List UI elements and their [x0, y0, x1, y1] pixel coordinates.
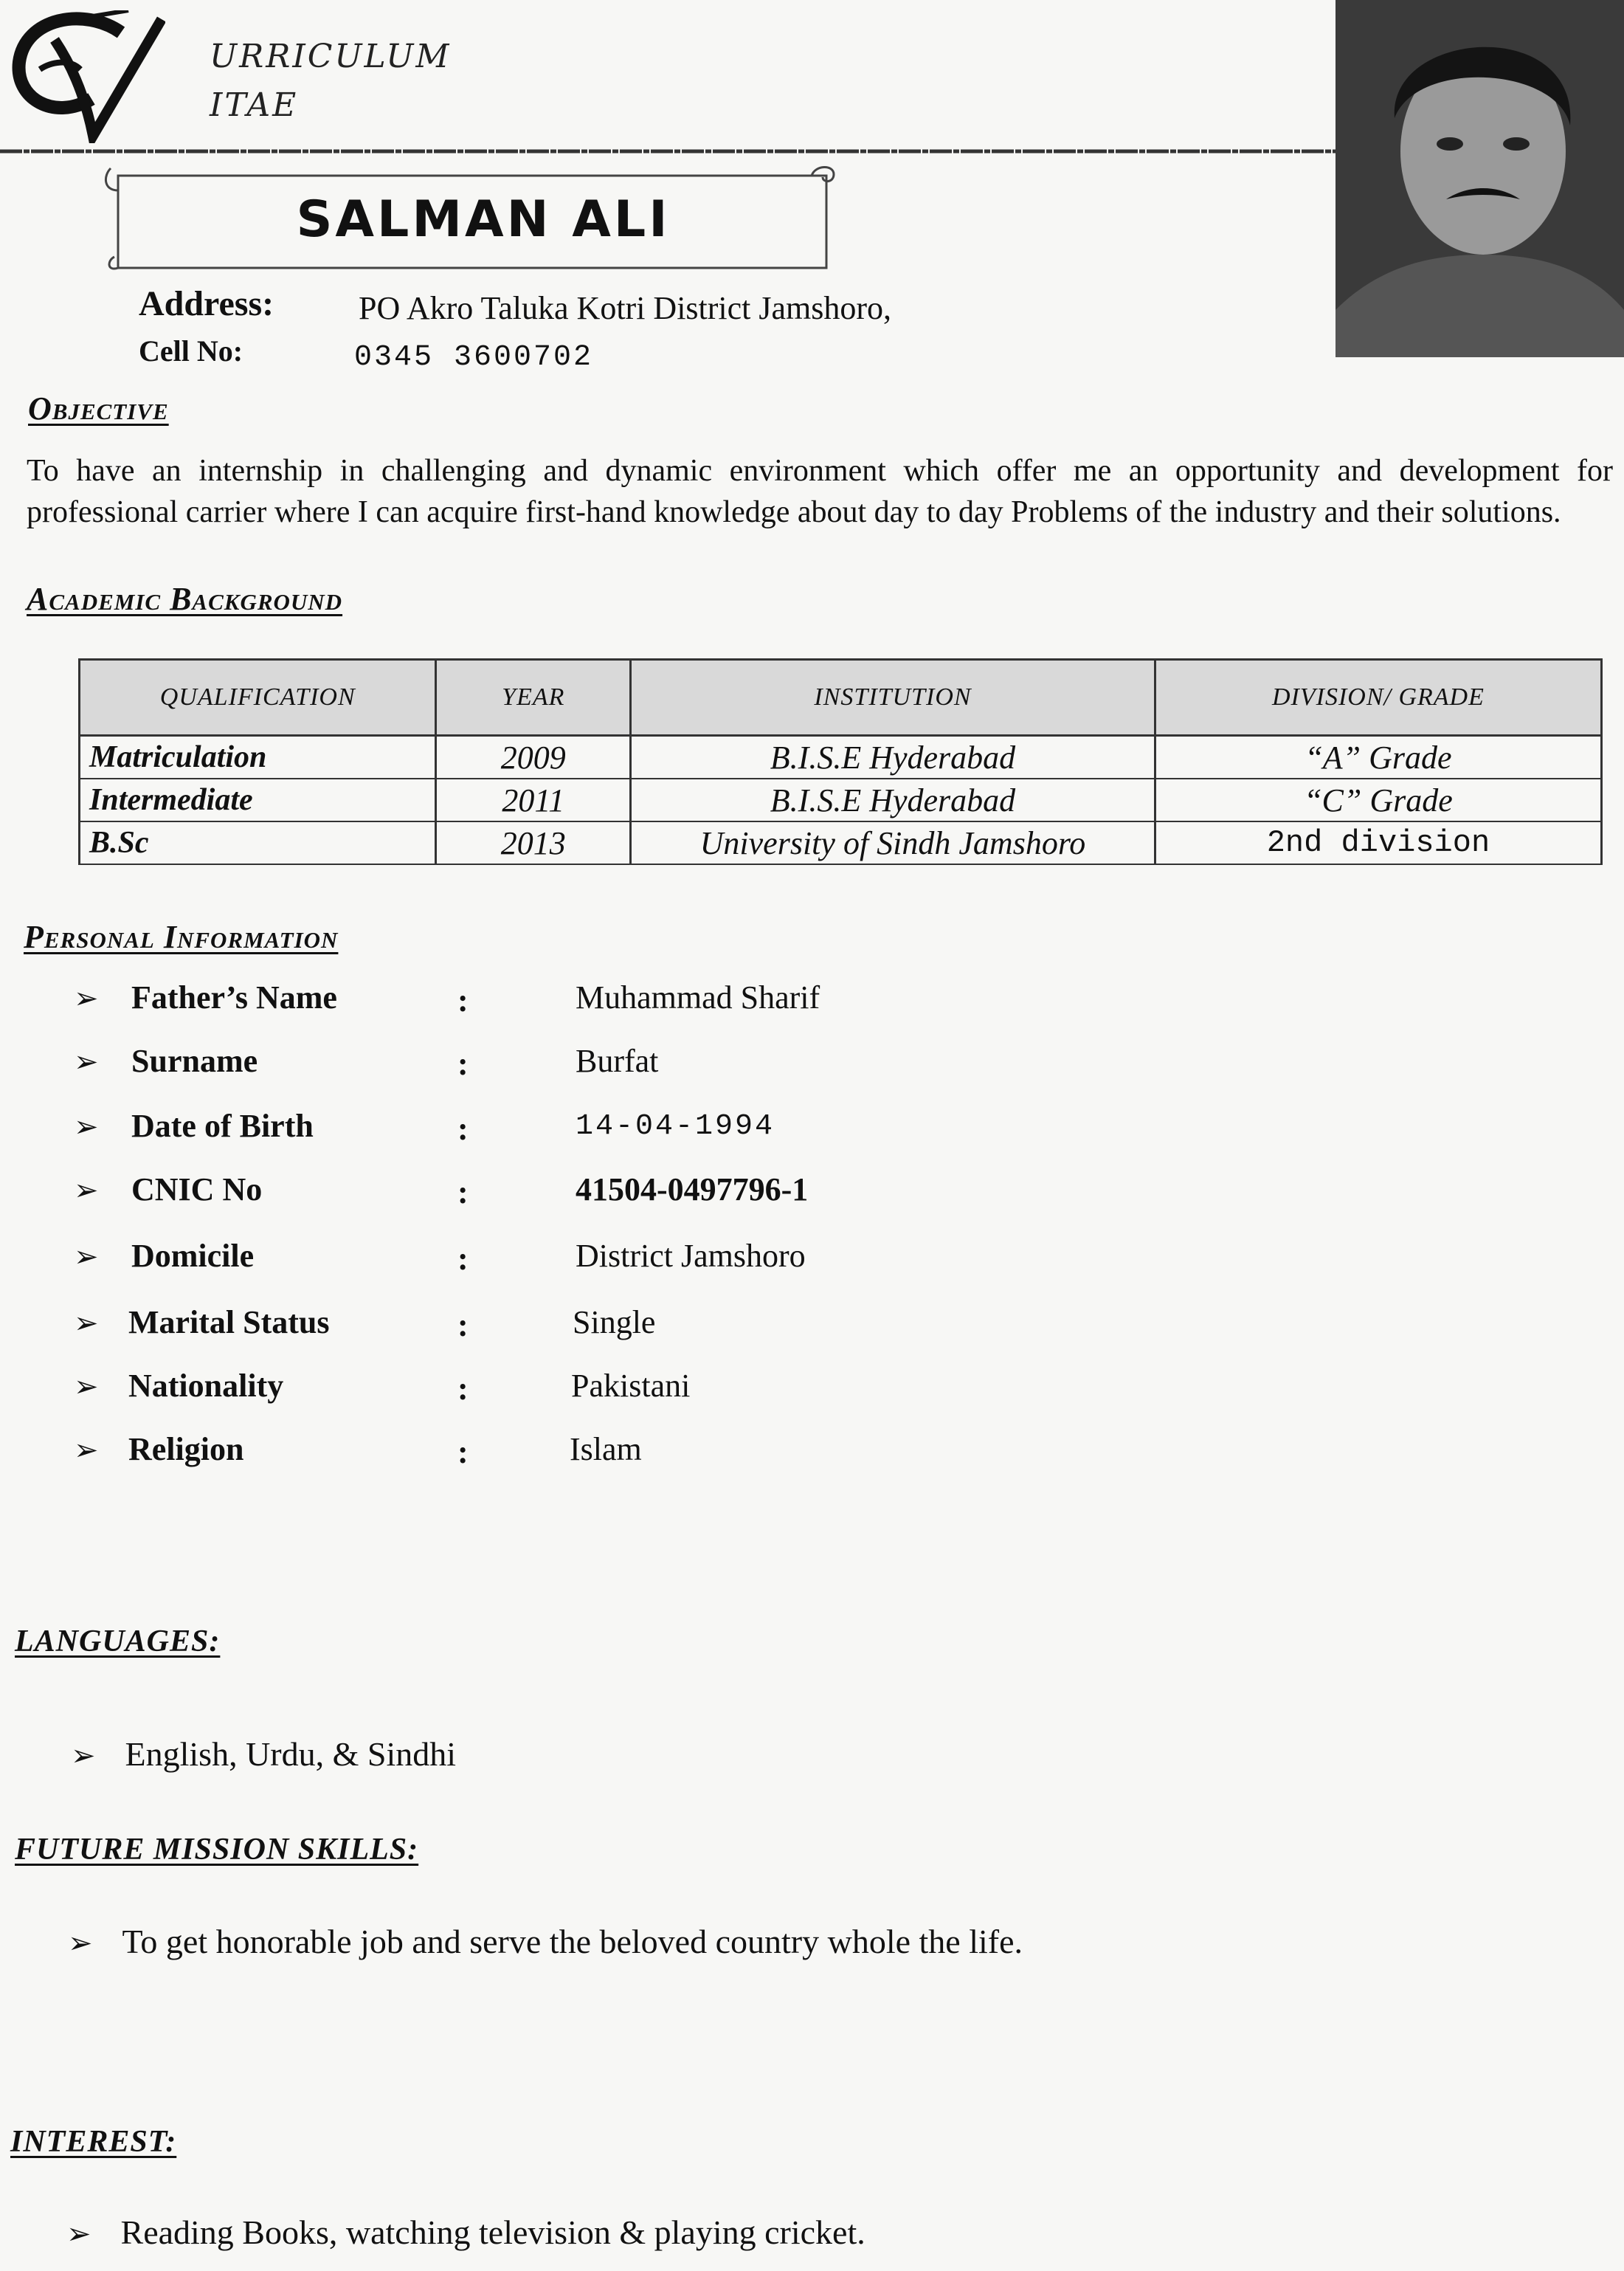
academic-table — [78, 658, 1603, 865]
arrow-bullet-icon: ➢ — [74, 1240, 99, 1274]
col-institution: INSTITUTION — [631, 660, 1155, 736]
personal-item-value: Burfat — [576, 1043, 659, 1079]
personal-item-label: Date of Birth — [131, 1108, 314, 1144]
personal-item-value: Islam — [570, 1431, 642, 1467]
cell-year: 2013 — [436, 821, 631, 864]
cell-grade: “A” Grade — [1155, 736, 1601, 779]
cell-qualification: Matriculation — [80, 736, 436, 779]
table-header-row — [80, 660, 1602, 736]
candidate-name: SALMAN ALI — [296, 190, 671, 249]
personal-item-separator: : — [457, 1371, 469, 1407]
cell-year: 2009 — [436, 736, 631, 779]
personal-item-nationality — [74, 1367, 1402, 1419]
address-value: PO Akro Taluka Kotri District Jamshoro, — [359, 290, 892, 326]
personal-item-surname — [74, 1042, 1402, 1094]
table-row — [80, 736, 1602, 779]
personal-item-date-of-birth — [74, 1107, 1402, 1159]
table-row — [80, 779, 1602, 821]
personal-item-label: Domicile — [131, 1238, 255, 1274]
personal-item-label: Marital Status — [128, 1304, 330, 1340]
interest-text: Reading Books, watching television & playing cricket. — [120, 2213, 865, 2251]
cell-qualification: Intermediate — [80, 779, 436, 821]
personal-item-value: 14-04-1994 — [576, 1110, 775, 1143]
col-grade: DIVISION/ GRADE — [1155, 660, 1601, 736]
header-rule — [0, 148, 1336, 155]
arrow-bullet-icon: ➢ — [74, 1110, 99, 1144]
cv-title-line1: URRICULUM — [210, 38, 452, 75]
personal-item-value: Single — [573, 1304, 656, 1340]
col-qualification: QUALIFICATION — [80, 660, 436, 736]
personal-item-separator: : — [457, 1111, 469, 1147]
cell-grade: 2nd division — [1155, 821, 1601, 864]
personal-item-fathers-name — [74, 979, 1402, 1030]
objective-heading: Objective — [28, 390, 169, 427]
cell-institution: University of Sindh Jamshoro — [631, 821, 1155, 864]
personal-item-domicile — [74, 1237, 1402, 1289]
personal-item-label: Surname — [131, 1043, 258, 1079]
personal-item-value: 41504-0497796-1 — [576, 1171, 809, 1207]
interest-item — [66, 2213, 865, 2252]
address-label: Address: — [139, 284, 274, 323]
cell-qualification: B.Sc — [80, 821, 436, 864]
arrow-bullet-icon: ➢ — [68, 1926, 93, 1960]
interest-heading: INTEREST: — [10, 2125, 177, 2159]
arrow-bullet-icon: ➢ — [74, 1370, 99, 1404]
languages-item — [71, 1734, 456, 1774]
cell-label: Cell No: — [139, 334, 243, 368]
personal-item-cnic — [74, 1171, 1402, 1222]
personal-item-label: Father’s Name — [131, 979, 337, 1016]
personal-item-marital-status — [74, 1303, 1402, 1355]
arrow-bullet-icon: ➢ — [74, 1306, 99, 1340]
future-heading: FUTURE MISSION SKILLS: — [15, 1833, 419, 1867]
cell-value: 0345 3600702 — [354, 341, 594, 374]
future-text: To get honorable job and serve the beloved country whole the life. — [122, 1923, 1023, 1960]
personal-item-religion — [74, 1430, 1402, 1482]
personal-item-value: District Jamshoro — [576, 1238, 806, 1274]
personal-item-separator: : — [457, 1174, 469, 1210]
arrow-bullet-icon: ➢ — [66, 2217, 91, 2251]
future-item — [68, 1922, 1023, 1961]
personal-item-label: Nationality — [128, 1368, 284, 1404]
languages-text: English, Urdu, & Sindhi — [125, 1735, 457, 1773]
cell-institution: B.I.S.E Hyderabad — [631, 779, 1155, 821]
personal-heading: Personal Information — [24, 919, 339, 955]
profile-photo — [1336, 0, 1624, 357]
personal-item-label: Religion — [128, 1431, 244, 1467]
arrow-bullet-icon: ➢ — [74, 982, 99, 1016]
col-year: YEAR — [436, 660, 631, 736]
arrow-bullet-icon: ➢ — [74, 1045, 99, 1079]
personal-item-separator: : — [457, 1307, 469, 1343]
person-silhouette-icon — [1336, 0, 1624, 357]
cell-institution: B.I.S.E Hyderabad — [631, 736, 1155, 779]
cv-title — [210, 32, 451, 130]
arrow-bullet-icon: ➢ — [74, 1174, 99, 1207]
personal-item-separator: : — [457, 1241, 469, 1277]
cell-year: 2011 — [436, 779, 631, 821]
personal-item-separator: : — [457, 1434, 469, 1470]
objective-text: To have an internship in challenging and dynamic environment which offer me an opportunity and development for professional carrier where I can acquire first-hand knowledge about day to day Problems of the industry and their solutions. — [27, 454, 1613, 529]
academic-heading: Academic Background — [27, 581, 343, 617]
arrow-bullet-icon: ➢ — [74, 1433, 99, 1467]
cell-grade: “C” Grade — [1155, 779, 1601, 821]
cv-title-line2: ITAE — [210, 86, 299, 124]
personal-item-value: Pakistani — [571, 1368, 691, 1404]
personal-item-separator: : — [457, 1046, 469, 1082]
languages-heading: LANGUAGES: — [15, 1624, 221, 1658]
personal-item-separator: : — [457, 982, 469, 1019]
cv-monogram-logo — [10, 10, 165, 143]
personal-item-value: Muhammad Sharif — [576, 979, 820, 1016]
table-row — [80, 821, 1602, 864]
personal-item-label: CNIC No — [131, 1171, 263, 1207]
arrow-bullet-icon: ➢ — [71, 1739, 96, 1773]
